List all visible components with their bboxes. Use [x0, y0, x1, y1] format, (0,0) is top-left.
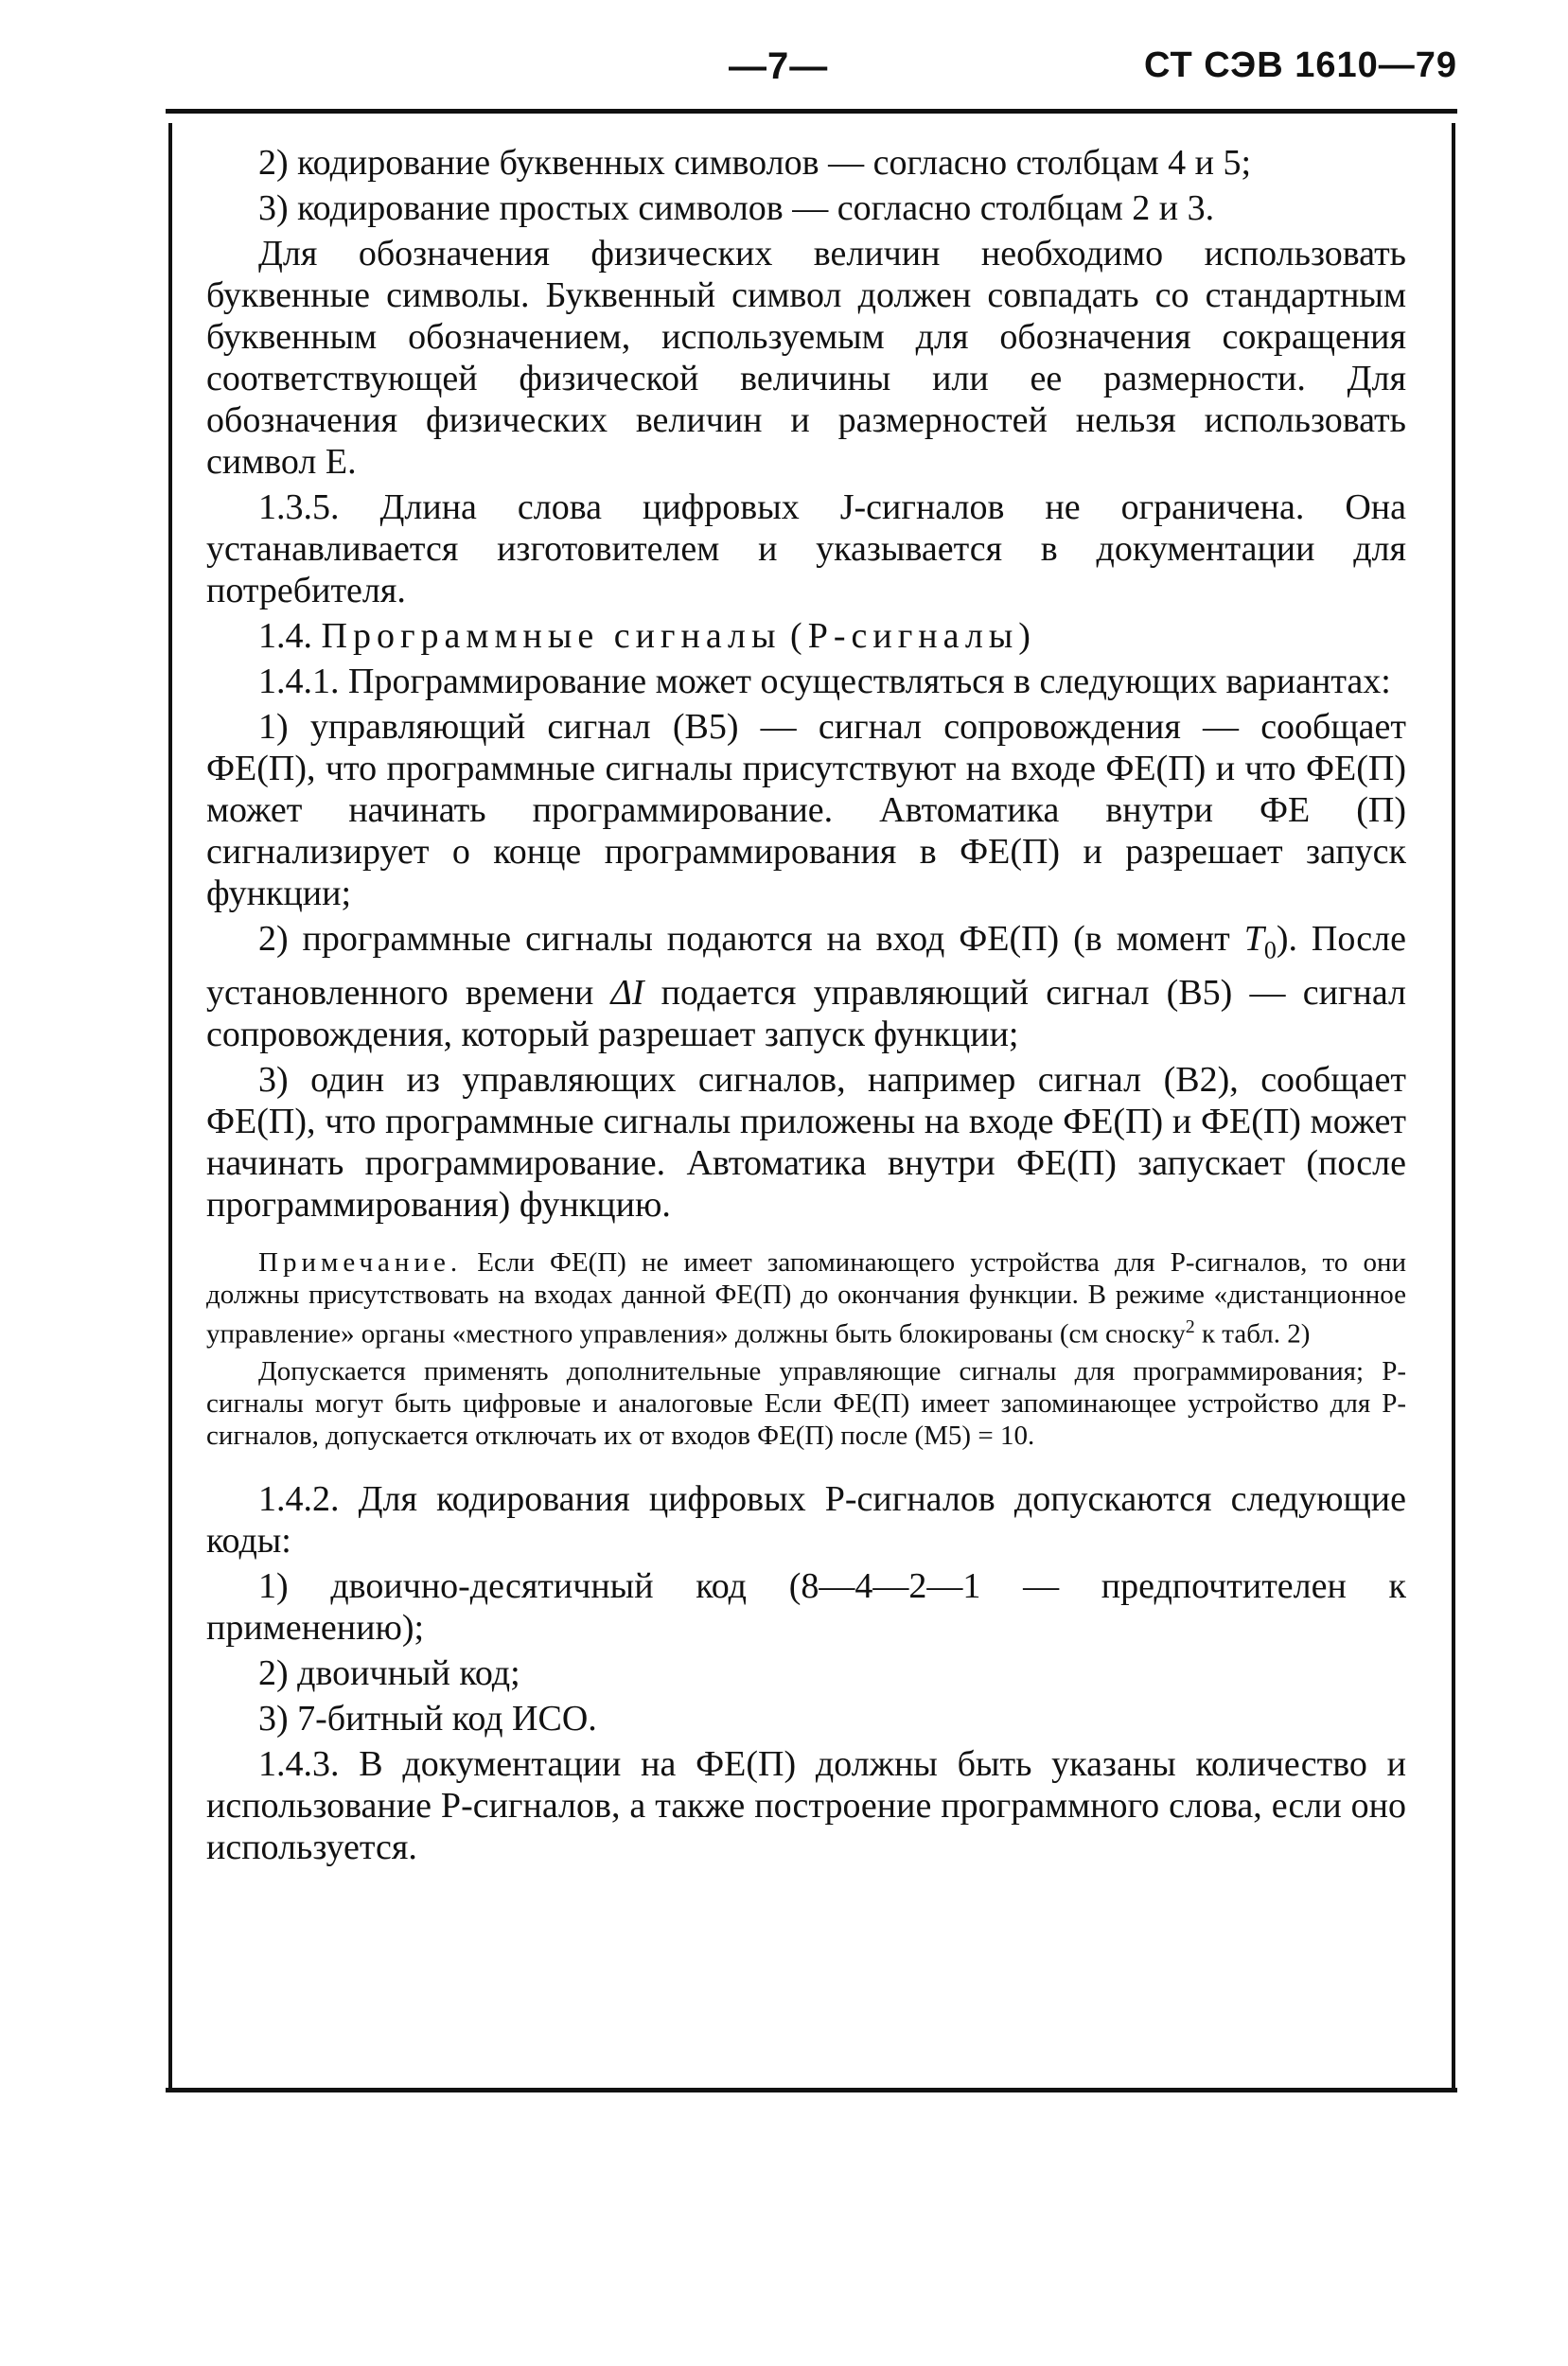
paragraph-1-4-2: 1.4.2. Для кодирования цифровых Р-сигналов допускаются следующие коды: — [206, 1479, 1406, 1562]
left-frame-line — [168, 123, 172, 2088]
paragraph-physical-quantities: Для обозначения физических величин необходимо использовать буквенные символы. Буквенный символ должен совпадать со стандартным буквенным обозначением, используемым для обозначения сокращения соответствующей физической величины или ее размерности. Для обозначения физических величин и размерностей нельзя использовать символ E. — [206, 234, 1406, 482]
note-text-a: Если ФЕ(П) не имеет запоминающего устройства для Р-сигналов, то они должны присутствовать на входах данной ФЕ(П) до окончания функции. В режиме «дистанционное управление» органы «местного управления» должны быть блокированы (см сноску — [206, 1246, 1406, 1350]
standard-code: СТ СЭВ 1610—79 — [1143, 45, 1457, 85]
footnote-ref: 2 — [1185, 1315, 1195, 1337]
list-item-code-1: 1) двоично-десятичный код (8—4—2—1 — предпочтителен к применению); — [206, 1566, 1406, 1649]
list-item-variant-3: 3) один из управляющих сигналов, например сигнал (B2), сообщает ФЕ(П), что программные сигналы приложены на входе ФЕ(П) и ФЕ(П) может начинать программирование. Автоматика внутри ФЕ(П) запускает (после программирования) функцию. — [206, 1059, 1406, 1225]
bottom-rule — [166, 2088, 1457, 2092]
note-paragraph-1 — [206, 1246, 1406, 1351]
paragraph-letter-symbols: 2) кодирование буквенных символов — согласно столбцам 4 и 5; — [258, 143, 1252, 183]
page-number: —7— — [729, 45, 829, 87]
list-item-variant-1: 1) управляющий сигнал (B5) — сигнал сопровождения — сообщает ФЕ(П), что программные сигналы присутствуют на входе ФЕ(П) и что ФЕ(П) может начинать программирование. Автоматика внутри ФЕ (П) сигнализирует о конце программирования в ФЕ(П) и разрешает запуск функции; — [206, 707, 1406, 913]
time-symbol: T — [1243, 919, 1264, 959]
right-frame-line — [1452, 123, 1455, 2088]
note-paragraph-2: Допускается применять дополнительные управляющие сигналы для программирования; Р-сигналы могут быть цифровые и аналоговые Если ФЕ(П) имеет запоминающее устройство для Р-сигналов, допускается отключать их от входов ФЕ(П) после (M5) = 10. — [206, 1356, 1406, 1452]
paragraph-1-4-1: 1.4.1. Программирование может осуществляться в следующих вариантах: — [258, 662, 1391, 701]
list-item-code-2: 2) двоичный код; — [258, 1653, 520, 1694]
note-label: Примечание. — [258, 1246, 463, 1278]
paragraph-1-3-5: 1.3.5. Длина слова цифровых J-сигналов не ограничена. Она устанавливается изготовителем и указывается в документации для потребителя. — [206, 487, 1406, 610]
section-title-paren: (Р-сигналы) — [790, 616, 1036, 656]
time-subscript: 0 — [1263, 936, 1277, 964]
paragraph-simple-symbols: 3) кодирование простых символов — согласно столбцам 2 и 3. — [258, 188, 1215, 228]
paragraph-1-4-3: 1.4.3. В документации на ФЕ(П) должны быть указаны количество и использование Р-сигналов, а также построение программного слова, если оно используется. — [206, 1744, 1406, 1868]
section-number: 1.4. — [258, 616, 312, 656]
variant-2-text-b: ). После установленного времени — [206, 919, 1406, 1013]
list-item-variant-2 — [206, 918, 1406, 1055]
top-rule — [166, 109, 1457, 114]
note-text-b: к табл. 2) — [1194, 1318, 1311, 1350]
page-body — [206, 142, 1406, 1872]
note-block — [206, 1246, 1406, 1453]
section-heading-1-4 — [206, 615, 1406, 657]
section-title: Программные сигналы — [321, 616, 782, 656]
variant-2-text-c: подается управляющий сигнал (B5) — сигнал сопровождения, который разрешает запуск функции; — [206, 972, 1407, 1054]
list-item-code-3: 3) 7-битный код ИСО. — [258, 1699, 597, 1739]
delta-symbol: ΔI — [610, 972, 644, 1013]
variant-2-text-a: 2) программные сигналы подаются на вход ФЕ(П) (в момент — [258, 919, 1244, 959]
page-header — [161, 45, 1457, 102]
